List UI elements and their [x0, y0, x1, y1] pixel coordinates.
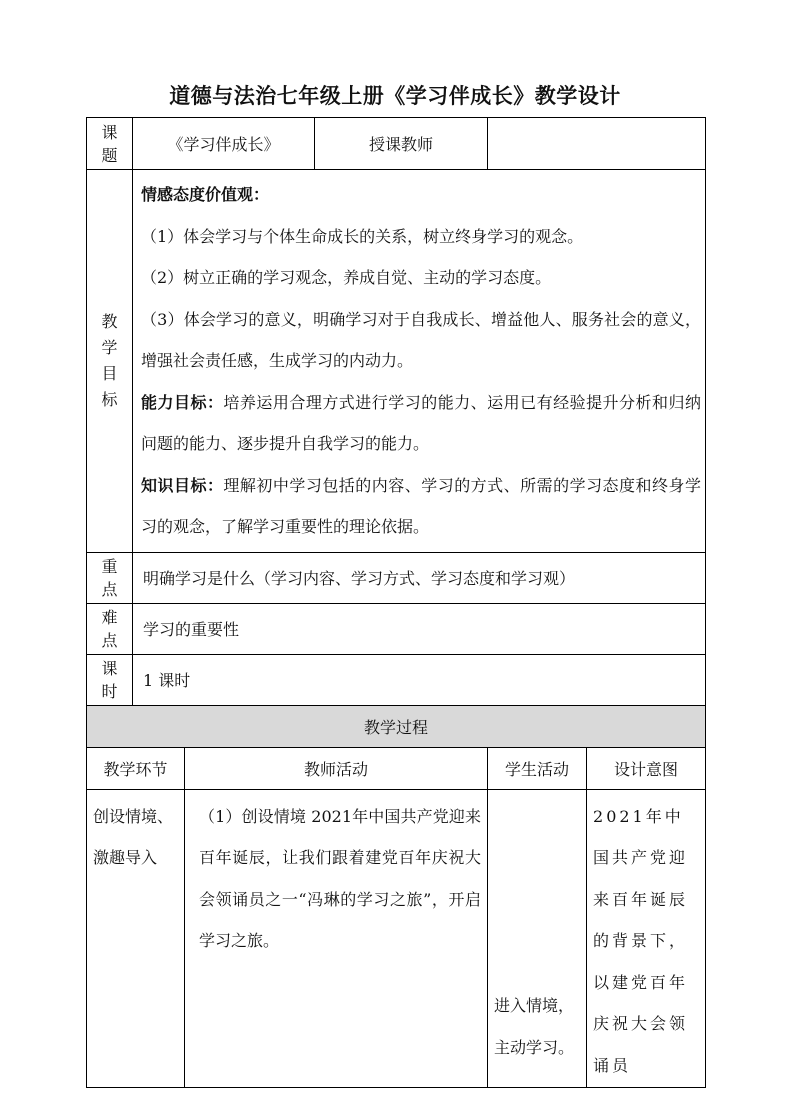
- topic-value: 《学习伴成长》: [133, 118, 315, 170]
- topic-row: [87, 118, 706, 170]
- emotion-item-3: （3）体会学习的意义，明确学习对于自我成长、增益他人、服务社会的意义，增强社会责任感，生成学习的内动力。: [141, 309, 702, 370]
- teacher-value: [488, 118, 706, 170]
- knowledge-objective: 知识目标：理解初中学习包括的内容、学习的方式、所需的学习态度和终身学习的观念，了解学习重要性的理论依据。: [141, 475, 701, 536]
- difficulty-value: 学习的重要性: [133, 603, 706, 654]
- hours-label: 课 时: [87, 654, 133, 705]
- ability-title: 能力目标: [141, 392, 207, 412]
- process-header-row: [87, 747, 706, 789]
- emotion-item-2: （2）树立正确的学习观念，养成自觉、主动的学习态度。: [141, 268, 552, 287]
- difficulty-row: [87, 603, 706, 654]
- objectives-label: 教 学 目 标: [87, 170, 133, 553]
- process-student-activity: 进入情境，主动学习。: [488, 789, 587, 1087]
- process-design-intent: 2021年中国共产党迎来百年诞辰的背景下，以建党百年庆祝大会领诵员: [587, 789, 706, 1087]
- teacher-label: 授课教师: [315, 118, 488, 170]
- hours-row: [87, 654, 706, 705]
- process-title: 教学过程: [87, 705, 706, 747]
- header-teacher: 教师活动: [185, 747, 488, 789]
- document-title: 道德与法治七年级上册《学习伴成长》教学设计: [169, 84, 621, 108]
- objectives-content: [133, 170, 706, 553]
- key-point-value: 明确学习是什么（学习内容、学习方式、学习态度和学习观）: [133, 552, 706, 603]
- knowledge-text: 理解初中学习包括的内容、学习的方式、所需的学习态度和终身学习的观念，了解学习重要性的理论依据。: [141, 475, 701, 536]
- process-row: [87, 789, 706, 1087]
- ability-objective: 能力目标：培养运用合理方式进行学习的能力、运用已有经验提升分析和归纳问题的能力、逐步提升自我学习的能力。: [141, 392, 701, 453]
- lesson-plan-table: [86, 117, 706, 1088]
- ability-text: 培养运用合理方式进行学习的能力、运用已有经验提升分析和归纳问题的能力、逐步提升自我学习的能力。: [141, 392, 701, 453]
- knowledge-title: 知识目标: [141, 475, 207, 495]
- process-stage: 创设情境、激趣导入: [87, 789, 185, 1087]
- emotion-title: 情感态度价值观：: [141, 185, 270, 204]
- header-stage: 教学环节: [87, 747, 185, 789]
- emotion-item-1: （1）体会学习与个体生命成长的关系，树立终身学习的观念。: [141, 226, 584, 246]
- header-student: 学生活动: [488, 747, 587, 789]
- header-design: 设计意图: [587, 747, 706, 789]
- objectives-row: [87, 170, 706, 553]
- topic-label: 课 题: [87, 118, 133, 170]
- key-point-label: 重 点: [87, 552, 133, 603]
- difficulty-label: 难 点: [87, 603, 133, 654]
- process-title-row: [87, 705, 706, 747]
- key-point-row: [87, 552, 706, 603]
- process-teacher-activity: （1）创设情境 2021年中国共产党迎来百年诞辰，让我们跟着建党百年庆祝大会领诵员之一“冯琳的学习之旅”，开启学习之旅。: [185, 789, 488, 1087]
- hours-value: 1 课时: [133, 654, 706, 705]
